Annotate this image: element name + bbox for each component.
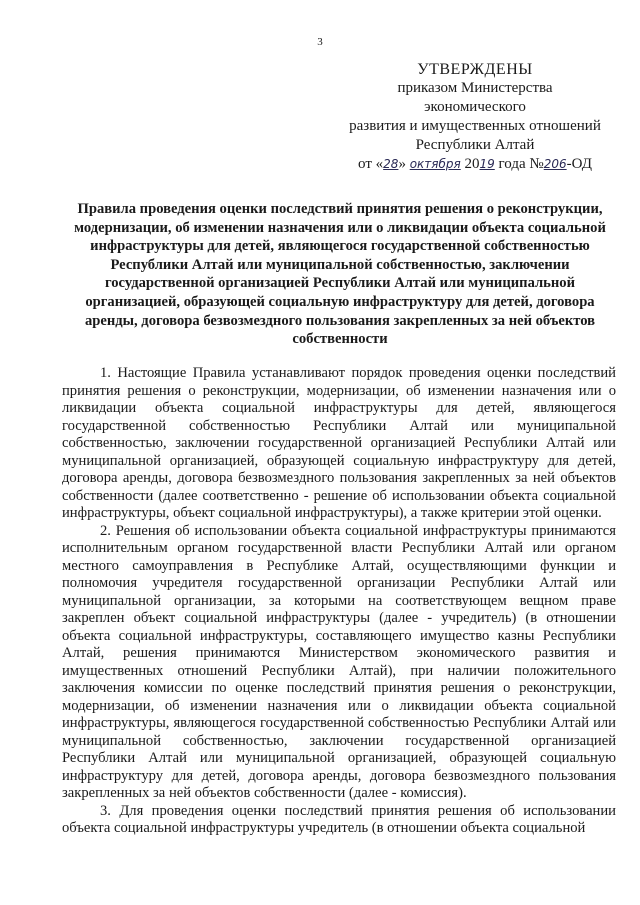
document-body (62, 365, 616, 838)
date-year-suffix: 19 (479, 157, 495, 171)
paragraph-3: 3. Для проведения оценки последствий принятия решения об использовании объекта социальной инфраструктуры учредитель (в отношении объекта социальной (62, 802, 616, 836)
date-month: октября (409, 157, 461, 171)
date-year-prefix: 20 (460, 156, 480, 172)
approval-stamp (330, 60, 620, 174)
page-number: 3 (317, 36, 323, 48)
document-title: Правила проведения оценки последствий принятия решения о реконструкции, модернизации, об изменении назначения или о ликвидации объекта социальной инфраструктуры для детей, являющегося государственной собственностью Республики Алтай или муниципальной собственностью, заключении государственной организацией Республики Алтай или муниципальной организацией, образующей социальную инфраструктуру для детей, договора аренды, договора безвозмездного пользования закрепленных за ней объектов собственности (74, 201, 606, 348)
approval-line-2: экономического (424, 99, 526, 115)
order-number: 206 (543, 157, 567, 171)
approval-line-4: Республики Алтай (415, 137, 535, 153)
date-mid: » (398, 156, 410, 172)
date-suffix: года № (494, 156, 544, 172)
paragraph-1: 1. Настоящие Правила устанавливают порядок проведения оценки последствий принятия решения о реконструкции, модернизации, об изменении назначения или о ликвидации объекта социальной инфраструктуры для детей, являющегося государственной собственностью Республики Алтай или муниципальной собственностью, заключении государственной организацией Республики Алтай или муниципальной организацией, образующей социальную инфраструктуру для детей, договора аренды, договора безвозмездного пользования закрепленных за ней объектов собственности (далее соответственно - решение об использовании объекта социальной инфраструктуры, объект социальной инфраструктуры), а также критерии этой оценки. (62, 365, 616, 521)
date-prefix: от « (358, 156, 384, 172)
approval-line-3: развития и имущественных отношений (349, 118, 601, 134)
approval-date-line (330, 155, 620, 174)
approval-heading: УТВЕРЖДЕНЫ (417, 61, 533, 78)
order-suffix: -ОД (566, 156, 592, 172)
date-day: 28 (383, 157, 399, 171)
paragraph-2: 2. Решения об использовании объекта социальной инфраструктуры принимаются исполнительным органом государственной власти Республики Алтай или органом местного самоуправления в Республике Алтай, осуществляющими функции и полномочия учредителя государственной организации Республики Алтай или муниципальной организации, за которыми на соответствующем вещном праве закреплен объект социальной инфраструктуры (далее - учредитель) (в отношении объекта социальной инфраструктуры, составляющего имущество казны Республики Алтай, решения принимаются Министерством экономического развития и имущественных отношений Республики Алтай), при наличии положительного заключения комиссии по оценке последствий принятия решения о реконструкции, модернизации, об изменении назначения или о ликвидации объекта социальной инфраструктуры, являющегося государственной собственностью Республики Алтай или муниципальной собственностью, заключении государственной организацией Республики Алтай или муниципальной организацией, образующей социальную инфраструктуру для детей, договора аренды, договора безвозмездного пользования закрепленных за ней объектов собственности (далее - комиссия). (62, 522, 616, 801)
approval-line-1: приказом Министерства (397, 80, 553, 96)
